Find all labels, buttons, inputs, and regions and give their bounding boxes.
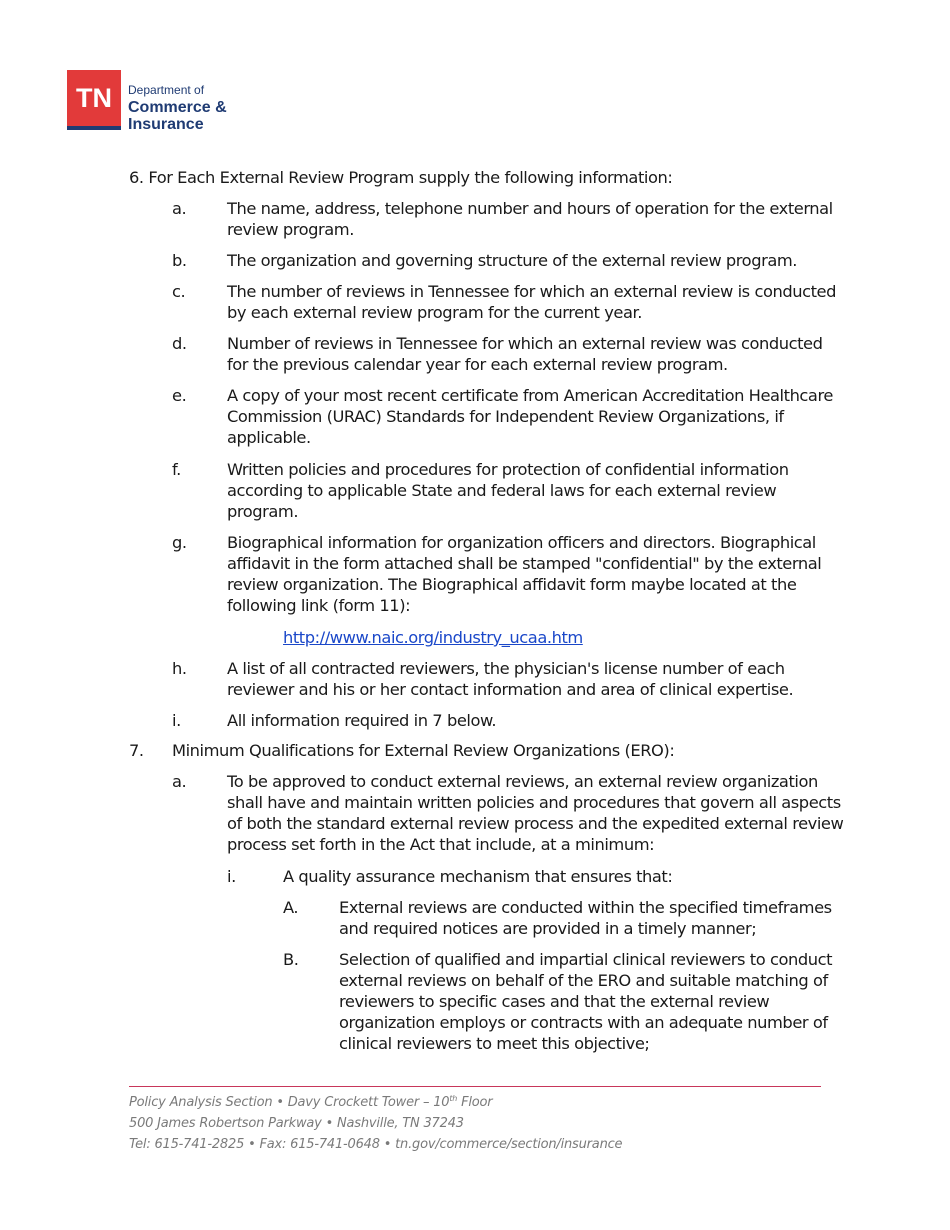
list-label-6f: f. — [172, 460, 181, 479]
list-item-7aiB — [339, 949, 832, 1054]
text-line: external reviews on behalf of the ERO and suitable matching of — [339, 971, 828, 990]
text-line: by each external review program for the current year. — [227, 303, 642, 322]
list-item-6a — [227, 198, 833, 240]
list-item-6g — [227, 532, 821, 616]
list-label-6i: i. — [172, 711, 181, 730]
footer-line-2: 500 James Robertson Parkway • Nashville, TN 37243 — [129, 1116, 464, 1131]
text-line: The number of reviews in Tennessee for which an external review is conducted — [227, 282, 836, 301]
footer-line-3: Tel: 615-741-2825 • Fax: 615-741-0648 • tn.gov/commerce/section/insurance — [129, 1137, 623, 1152]
list-label-7a: a. — [172, 772, 187, 791]
list-item-6b — [227, 250, 797, 271]
list-label-6c: c. — [172, 282, 186, 301]
footer-superscript: th — [449, 1094, 458, 1103]
text-line: The name, address, telephone number and hours of operation for the external — [227, 199, 833, 218]
logo-line-1: Department of — [128, 83, 205, 97]
list-label-6d: d. — [172, 334, 187, 353]
text-line: reviewers to specific cases and that the external review — [339, 992, 770, 1011]
text-line: reviewer and his or her contact information and area of clinical expertise. — [227, 680, 794, 699]
list-label-7aiB: B. — [283, 950, 299, 969]
text-line: affidavit in the form attached shall be stamped "confidential" by the external — [227, 554, 822, 573]
list-item-7aiA — [339, 897, 832, 939]
list-label-6h: h. — [172, 659, 187, 678]
list-label-6e: e. — [172, 386, 187, 405]
text-line: External reviews are conducted within the specified timeframes — [339, 898, 832, 917]
list-item-6c — [227, 281, 836, 323]
list-label-7ai: i. — [227, 867, 236, 886]
list-item-6i — [227, 710, 496, 731]
text-line: Written policies and procedures for protection of confidential information — [227, 460, 789, 479]
text-line: review program. — [227, 220, 354, 239]
list-label-6a: a. — [172, 199, 187, 218]
text-line: for the previous calendar year for each external review program. — [227, 355, 728, 374]
logo-line-3: Insurance — [128, 116, 204, 133]
list-item-7a — [227, 771, 843, 855]
text-line: program. — [227, 502, 299, 521]
footer-divider — [129, 1086, 821, 1087]
text-line: Commission (URAC) Standards for Independent Review Organizations, if — [227, 407, 784, 426]
footer — [129, 1092, 622, 1155]
footer-address-part: Floor — [457, 1095, 493, 1110]
text-line: Number of reviews in Tennessee for which an external review was conducted — [227, 334, 823, 353]
text-line: organization employs or contracts with an adequate number of — [339, 1013, 828, 1032]
list-label-7aiA: A. — [283, 898, 299, 917]
logo-line-2: Commerce & — [128, 99, 227, 116]
text-line: Selection of qualified and impartial clinical reviewers to conduct — [339, 950, 833, 969]
text-line: applicable. — [227, 428, 311, 447]
text-line: To be approved to conduct external reviews, an external review organization — [227, 772, 818, 791]
section-7-heading: Minimum Qualifications for External Review Organizations (ERO): — [172, 741, 675, 760]
list-item-6d — [227, 333, 823, 375]
list-item-6h — [227, 658, 793, 700]
text-line: according to applicable State and federal laws for each external review — [227, 481, 777, 500]
text-line: A copy of your most recent certificate from American Accreditation Healthcare — [227, 386, 833, 405]
text-line: and required notices are provided in a timely manner; — [339, 919, 757, 938]
logo-wordmark — [128, 82, 227, 133]
text-line: of both the standard external review process and the expedited external review — [227, 814, 844, 833]
list-item-7ai: A quality assurance mechanism that ensures that: — [283, 867, 673, 886]
text-line: review organization. The Biographical affidavit form maybe located at the — [227, 575, 797, 594]
text-line: shall have and maintain written policies and procedures that govern all aspects — [227, 793, 841, 812]
text-line: The organization and governing structure of the external review program. — [227, 251, 797, 270]
text-line: All information required in 7 below. — [227, 711, 497, 730]
list-item-6e — [227, 385, 833, 448]
text-line: process set forth in the Act that include, at a minimum: — [227, 835, 655, 854]
tn-logo-badge: TN — [67, 70, 121, 130]
section-6-heading: 6. For Each External Review Program supply the following information: — [129, 168, 673, 187]
text-line: A list of all contracted reviewers, the physician's license number of each — [227, 659, 785, 678]
tn-commerce-insurance-logo — [67, 70, 242, 132]
footer-address-part: Policy Analysis Section • Davy Crockett Tower – 10 — [129, 1095, 450, 1110]
list-label-6g: g. — [172, 533, 187, 552]
list-item-6f — [227, 459, 789, 522]
naic-form-link[interactable]: http://www.naic.org/industry_ucaa.htm — [283, 628, 583, 647]
text-line: Biographical information for organization officers and directors. Biographical — [227, 533, 816, 552]
section-7-number: 7. — [129, 741, 144, 760]
list-label-6b: b. — [172, 251, 187, 270]
footer-line-1 — [129, 1092, 622, 1113]
text-line: clinical reviewers to meet this objective; — [339, 1034, 650, 1053]
text-line: following link (form 11): — [227, 596, 411, 615]
